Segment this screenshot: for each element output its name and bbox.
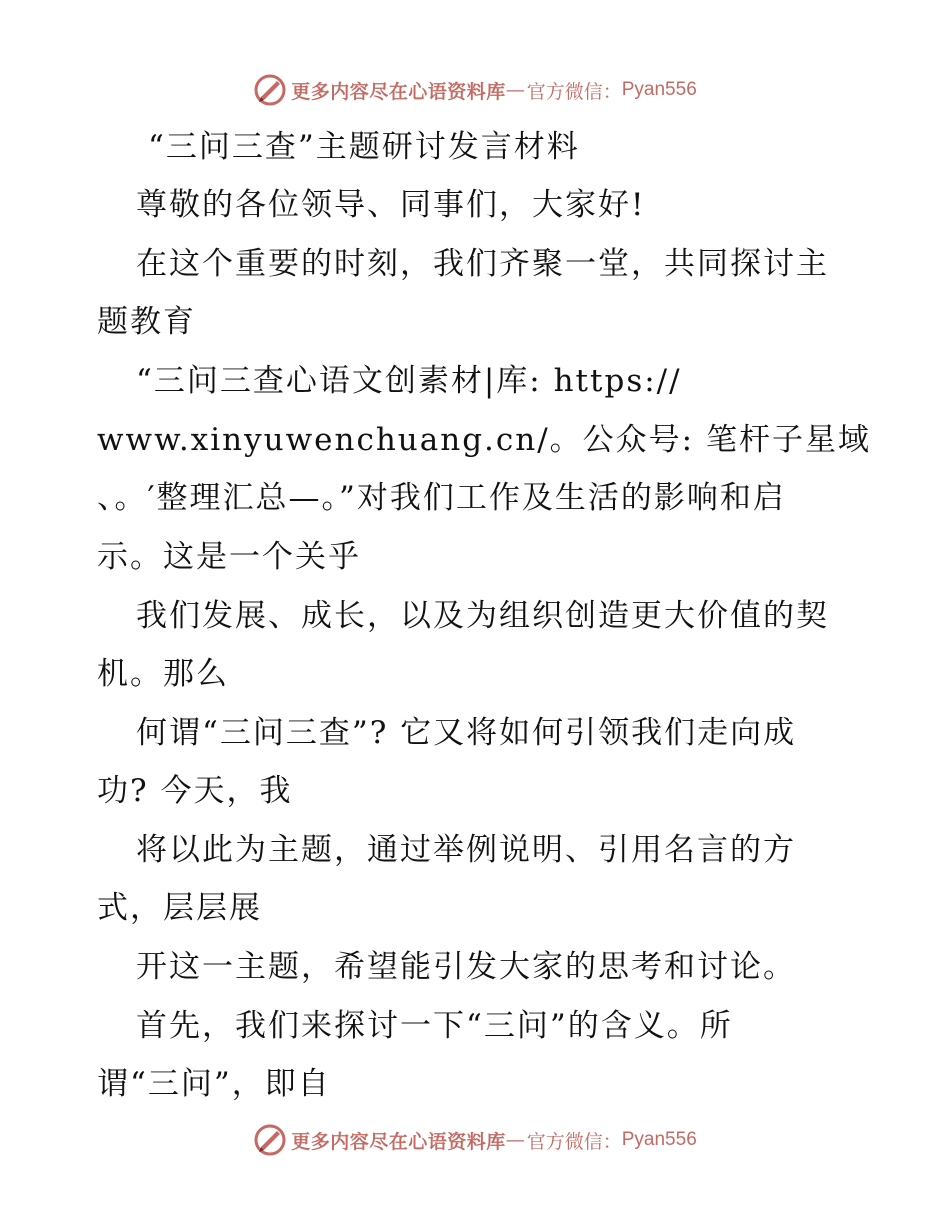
paragraph-line: 开这一主题，希望能引发大家的思考和讨论。 — [136, 949, 796, 985]
banner-text: 更多内容尽在心语资料库 — [291, 1130, 506, 1153]
paragraph-line: 机。那么 — [97, 656, 229, 692]
banner-label: 官方微信： — [526, 1130, 622, 1153]
paragraph-line: 尊敬的各位领导、同事们，大家好! — [136, 187, 646, 223]
paragraph-line: 首先，我们来探讨一下“三问”的含义。所 — [136, 1008, 733, 1044]
brand-logo-icon — [253, 73, 287, 107]
paragraph-line: 谓“三问”，即自 — [97, 1066, 331, 1102]
brand-logo-icon — [253, 1123, 287, 1157]
banner-label: 官方微信： — [526, 80, 622, 103]
banner-separator: — — [505, 79, 525, 101]
paragraph-line: 、。′整理汇总—。”对我们工作及生活的影响和启 — [97, 480, 786, 516]
banner-text: 更多内容尽在心语资料库 — [291, 80, 506, 103]
paragraph-line: 何谓“三问三查”? 它又将如何引领我们走向成 — [136, 715, 797, 751]
paragraph-line: 在这个重要的时刻，我们齐聚一堂，共同探讨主 — [136, 246, 829, 282]
paragraph-line: 将以此为主题，通过举例说明、引用名言的方 — [136, 832, 796, 868]
paragraph-line: 式，层层展 — [97, 890, 262, 926]
paragraph-line: “三问三查心语文创素材|库: https:// — [136, 363, 682, 399]
paragraph-line: 功? 今天，我 — [97, 773, 293, 809]
footer-watermark-banner — [0, 1120, 950, 1160]
banner-separator: — — [505, 1129, 525, 1151]
paragraph-line: 示。这是一个关乎 — [97, 539, 361, 575]
paragraph-line: www.xinyuwenchuang.cn/。公众号: 笔杆子星域 — [97, 422, 871, 458]
banner-wechat-id: Pyan556 — [621, 79, 697, 100]
banner-wechat-id: Pyan556 — [621, 1129, 697, 1150]
paragraph-line: 我们发展、成长，以及为组织创造更大价值的契 — [136, 598, 829, 634]
paragraph-line: 题教育 — [97, 304, 196, 340]
document-title: “三问三查”主题研讨发言材料 — [148, 129, 580, 165]
header-watermark-banner — [0, 70, 950, 110]
